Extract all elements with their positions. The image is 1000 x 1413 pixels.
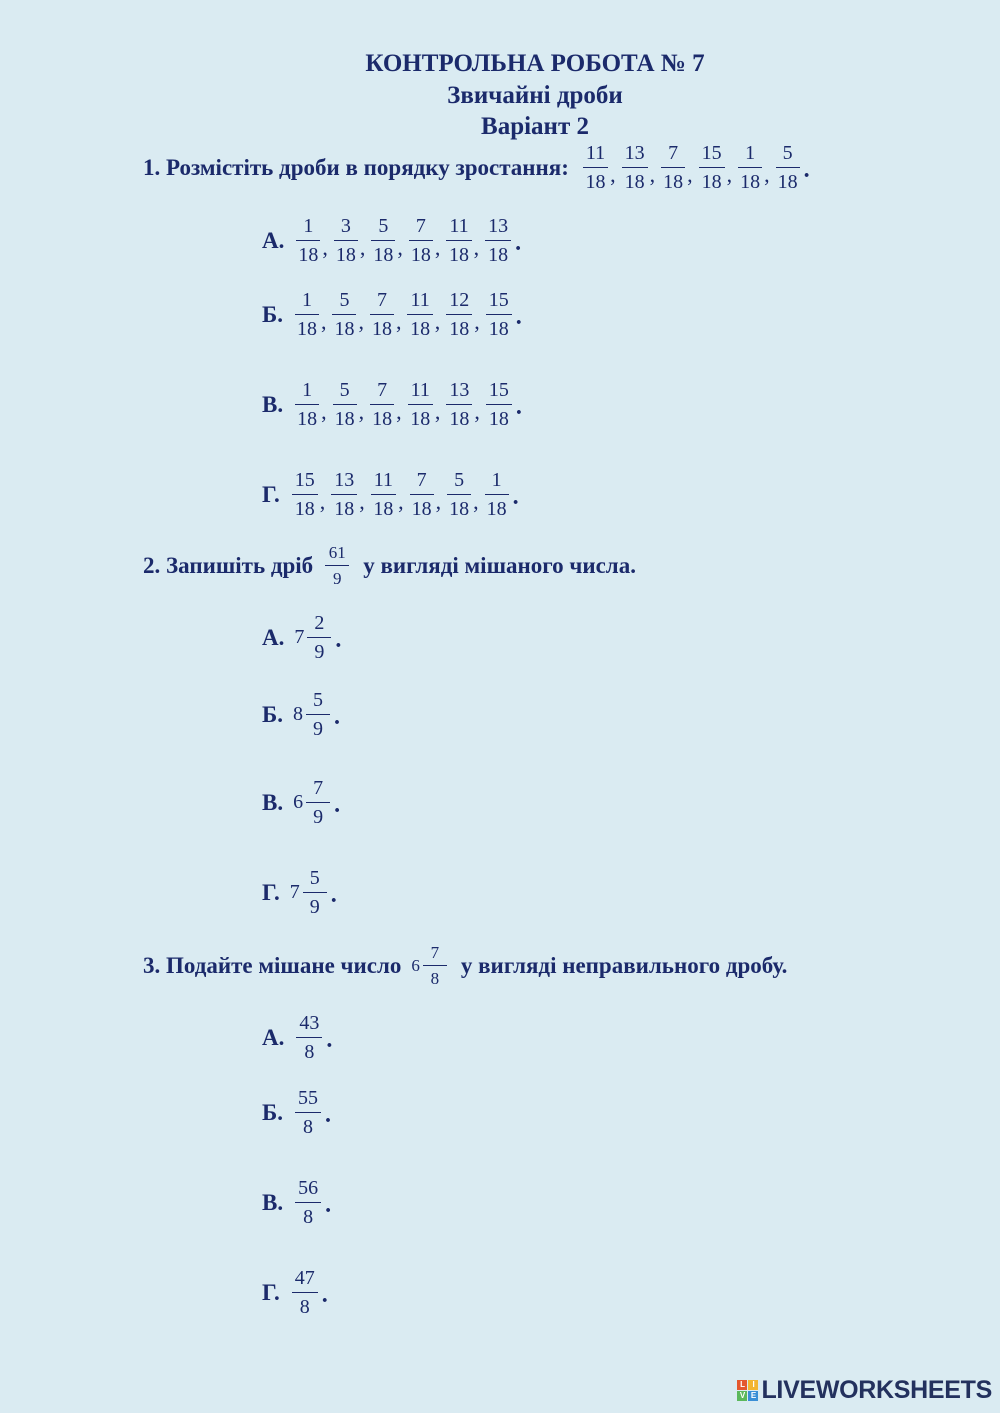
comma: , — [434, 234, 441, 260]
comma: , — [358, 398, 365, 424]
period: . — [325, 1192, 332, 1218]
denominator: 18 — [585, 171, 606, 193]
question-3-mixed-number — [411, 944, 449, 987]
period: . — [515, 230, 522, 256]
question-1-fractions — [581, 143, 810, 192]
period: . — [335, 627, 342, 653]
fraction — [332, 290, 356, 339]
question-3 — [143, 944, 787, 987]
denominator: 18 — [335, 244, 356, 266]
fraction — [407, 290, 432, 339]
comma: , — [473, 488, 479, 514]
numerator: 11 — [446, 216, 471, 241]
comma: , — [434, 398, 441, 424]
numerator: 13 — [331, 470, 357, 495]
q2-option-a[interactable] — [262, 613, 341, 662]
numerator: 7 — [410, 470, 434, 495]
fraction — [333, 380, 357, 429]
comma: , — [397, 234, 403, 260]
denominator: 18 — [410, 318, 431, 340]
fraction — [447, 470, 471, 519]
numerator: 1 — [295, 290, 319, 315]
fraction — [370, 380, 394, 429]
option-label: Б. — [262, 301, 283, 327]
numerator: 56 — [295, 1178, 321, 1203]
q2-option-b[interactable] — [262, 690, 340, 739]
fraction — [408, 380, 433, 429]
numerator: 2 — [307, 613, 331, 638]
denominator: 8 — [304, 1041, 315, 1063]
denominator: 18 — [449, 498, 470, 520]
numerator: 12 — [446, 290, 472, 315]
logo-icon-letter: E — [748, 1391, 758, 1401]
denominator: 18 — [334, 498, 355, 520]
comma: , — [610, 161, 616, 187]
period: . — [512, 484, 519, 510]
fraction — [699, 143, 725, 192]
comma: , — [359, 234, 366, 260]
period: . — [324, 1102, 331, 1128]
numerator: 15 — [292, 470, 318, 495]
option-label: В. — [262, 789, 284, 815]
numerator: 7 — [423, 944, 447, 966]
denominator: 18 — [449, 408, 470, 430]
worksheet-title: КОНТРОЛЬНА РОБОТА № 7 — [365, 50, 705, 77]
comma: , — [398, 488, 404, 514]
denominator: 9 — [309, 896, 320, 918]
q3-option-v[interactable] — [262, 1178, 331, 1227]
question-3-text-before: 3. Подайте мішане число — [143, 952, 402, 978]
denominator: 18 — [777, 171, 798, 193]
logo-icon-letter: I — [748, 1380, 758, 1390]
numerator: 15 — [486, 380, 512, 405]
denominator: 18 — [410, 244, 431, 266]
mixed-number — [294, 613, 333, 662]
fraction — [738, 143, 762, 192]
period: . — [334, 792, 341, 818]
denominator: 18 — [298, 244, 319, 266]
numerator: 3 — [334, 216, 358, 241]
q1-option-h[interactable] — [262, 470, 519, 519]
mixed-number — [290, 868, 329, 917]
fraction — [485, 216, 511, 265]
numerator: 11 — [371, 470, 396, 495]
denominator: 18 — [624, 171, 645, 193]
mixed-number — [293, 690, 332, 739]
denominator: 9 — [314, 641, 325, 663]
period: . — [515, 394, 522, 420]
denominator: 18 — [486, 498, 507, 520]
option-label: Б. — [262, 1099, 283, 1125]
liveworksheets-logo-text: LIVEWORKSHEETS — [761, 1376, 992, 1404]
whole-part: 6 — [293, 791, 304, 813]
numerator: 11 — [583, 143, 608, 168]
option-label: А. — [262, 227, 285, 253]
numerator: 5 — [447, 470, 471, 495]
numerator: 61 — [325, 544, 349, 566]
numerator: 13 — [446, 380, 472, 405]
comma: , — [687, 161, 693, 187]
numerator: 1 — [738, 143, 762, 168]
question-2-fraction — [325, 544, 349, 587]
denominator: 8 — [302, 1116, 313, 1138]
q1-option-b[interactable] — [262, 290, 522, 339]
numerator: 13 — [622, 143, 648, 168]
question-3-text-after: у вигляді неправильного дробу. — [460, 952, 788, 978]
q1-option-v-fractions — [293, 380, 522, 429]
denominator: 18 — [449, 318, 470, 340]
denominator: 18 — [373, 244, 394, 266]
period: . — [333, 704, 340, 730]
numerator: 5 — [332, 290, 356, 315]
denominator: 18 — [740, 171, 761, 193]
numerator: 1 — [485, 470, 509, 495]
fraction — [661, 143, 685, 192]
numerator: 7 — [409, 216, 433, 241]
denominator: 8 — [299, 1296, 310, 1318]
question-1 — [143, 143, 810, 192]
whole-part: 6 — [411, 955, 420, 975]
fraction — [370, 290, 394, 339]
denominator: 18 — [334, 408, 355, 430]
question-2-text-before: 2. Запишіть дріб — [143, 552, 314, 578]
fraction — [622, 143, 648, 192]
numerator: 7 — [370, 290, 394, 315]
q3-option-h[interactable] — [262, 1268, 328, 1317]
denominator: 18 — [334, 318, 355, 340]
numerator: 5 — [306, 690, 330, 715]
numerator: 5 — [333, 380, 357, 405]
denominator: 18 — [410, 408, 431, 430]
fraction — [583, 143, 608, 192]
numerator: 43 — [296, 1013, 322, 1038]
fraction — [296, 216, 320, 265]
whole-part: 7 — [289, 881, 300, 903]
numerator: 7 — [306, 778, 330, 803]
numerator: 5 — [371, 216, 395, 241]
option-label: А. — [262, 1024, 285, 1050]
fraction — [292, 470, 318, 519]
q1-option-a-fractions — [294, 216, 521, 265]
comma: , — [726, 161, 733, 187]
fraction — [410, 470, 434, 519]
fraction — [446, 216, 471, 265]
denominator: 18 — [449, 244, 469, 266]
numerator: 15 — [486, 290, 512, 315]
mixed-number — [293, 778, 332, 827]
period: . — [803, 157, 810, 183]
fraction — [371, 216, 395, 265]
liveworksheets-logo[interactable] — [737, 1376, 992, 1405]
comma: , — [321, 398, 327, 424]
q3-option-b[interactable] — [262, 1088, 331, 1137]
denominator: 18 — [701, 171, 722, 193]
numerator: 13 — [485, 216, 511, 241]
numerator: 5 — [776, 143, 800, 168]
comma: , — [474, 308, 480, 334]
q1-option-b-fractions — [293, 290, 522, 339]
logo-icon-letter: L — [737, 1380, 747, 1390]
denominator: 18 — [371, 318, 392, 340]
numerator: 55 — [295, 1088, 321, 1113]
comma: , — [434, 308, 441, 334]
fraction — [331, 470, 357, 519]
denominator: 8 — [303, 1206, 314, 1228]
option-label: Г. — [262, 879, 280, 905]
period: . — [326, 1027, 333, 1053]
denominator: 9 — [313, 806, 324, 828]
option-label: А. — [262, 624, 285, 650]
period: . — [515, 304, 522, 330]
question-2 — [143, 544, 636, 587]
option-label: В. — [262, 1189, 284, 1215]
question-1-text: 1. Розмістіть дроби в порядку зростання: — [143, 154, 569, 180]
denominator: 9 — [312, 718, 323, 740]
fraction — [446, 290, 472, 339]
whole-part: 8 — [292, 703, 303, 725]
denominator: 8 — [430, 969, 440, 988]
numerator: 7 — [661, 143, 685, 168]
worksheet-variant: Варіант 2 — [481, 113, 589, 140]
q2-option-v[interactable] — [262, 778, 340, 827]
comma: , — [473, 234, 480, 260]
q3-option-a[interactable] — [262, 1013, 332, 1062]
fraction — [334, 216, 358, 265]
fraction — [776, 143, 800, 192]
fraction — [371, 470, 396, 519]
fraction — [486, 380, 512, 429]
numerator: 11 — [407, 290, 432, 315]
option-label: Г. — [262, 481, 280, 507]
numerator: 1 — [295, 380, 319, 405]
comma: , — [474, 398, 480, 424]
denominator: 18 — [294, 498, 315, 520]
logo-icon-letter: V — [737, 1391, 747, 1401]
fraction — [409, 216, 433, 265]
worksheet-subtitle: Звичайні дроби — [447, 82, 623, 109]
comma: , — [395, 308, 402, 334]
option-label: Б. — [262, 701, 283, 727]
comma: , — [359, 488, 365, 514]
whole-part: 7 — [294, 626, 305, 648]
fraction — [295, 380, 319, 429]
fraction — [486, 290, 512, 339]
denominator: 18 — [296, 318, 317, 340]
comma: , — [649, 161, 656, 187]
comma: , — [322, 234, 328, 260]
q2-option-h[interactable] — [262, 868, 337, 917]
q1-option-a[interactable] — [262, 216, 521, 265]
comma: , — [396, 398, 402, 424]
denominator: 18 — [372, 408, 393, 430]
denominator: 18 — [297, 408, 318, 430]
denominator: 18 — [488, 408, 509, 430]
comma: , — [319, 488, 326, 514]
liveworksheets-logo-icon — [737, 1380, 758, 1401]
numerator: 11 — [408, 380, 433, 405]
q1-option-h-fractions — [290, 470, 519, 519]
comma: , — [358, 308, 364, 334]
comma: , — [764, 161, 770, 187]
denominator: 18 — [488, 244, 509, 266]
numerator: 1 — [296, 216, 320, 241]
fraction — [485, 470, 509, 519]
period: . — [330, 882, 337, 908]
denominator: 9 — [332, 569, 342, 588]
question-2-text-after: у вигляді мішаного числа. — [363, 552, 636, 578]
numerator: 15 — [699, 143, 725, 168]
numerator: 47 — [292, 1268, 318, 1293]
numerator: 7 — [370, 380, 394, 405]
fraction — [446, 380, 472, 429]
fraction — [295, 290, 319, 339]
option-label: В. — [262, 391, 284, 417]
denominator: 18 — [373, 498, 394, 520]
q1-option-v[interactable] — [262, 380, 522, 429]
comma: , — [320, 308, 327, 334]
option-label: Г. — [262, 1279, 280, 1305]
comma: , — [435, 488, 442, 514]
denominator: 18 — [488, 318, 509, 340]
numerator: 5 — [303, 868, 327, 893]
period: . — [321, 1282, 328, 1308]
denominator: 18 — [663, 171, 684, 193]
denominator: 18 — [411, 498, 432, 520]
